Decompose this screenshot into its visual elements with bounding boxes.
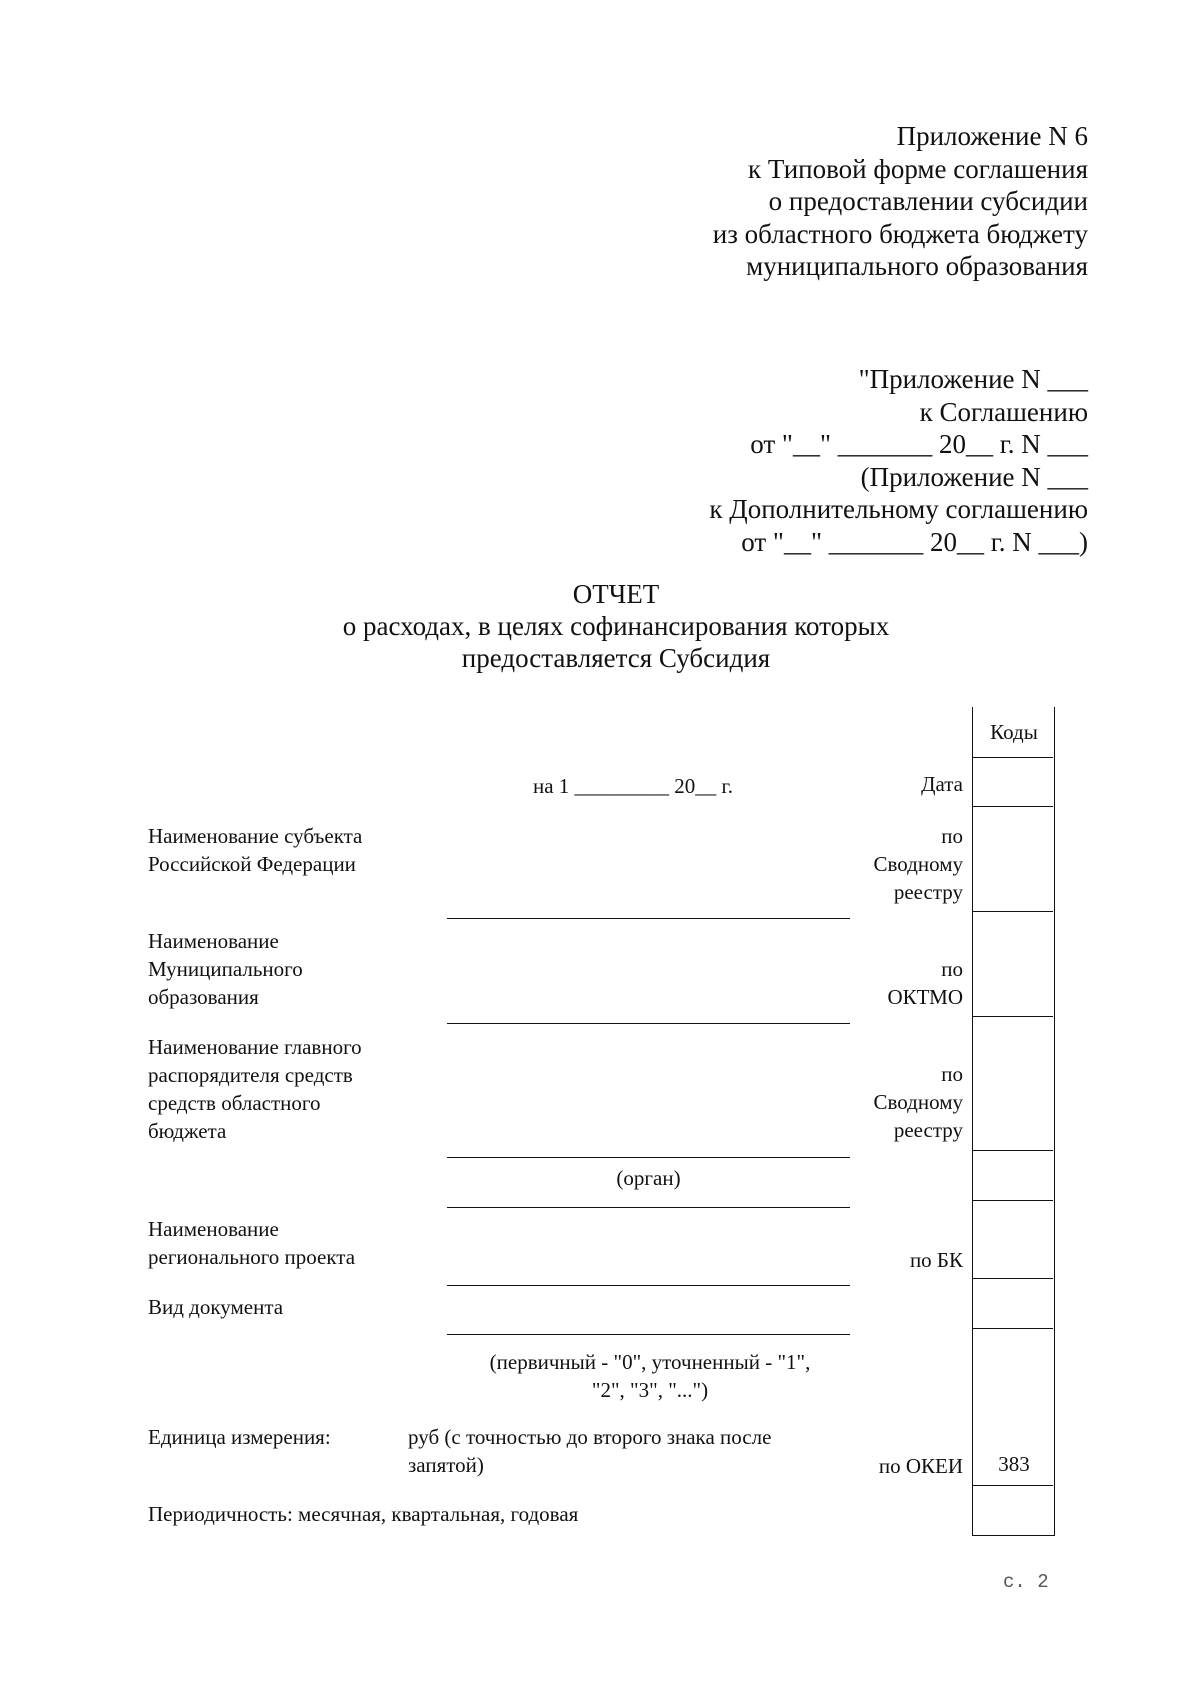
agreement-reference-line: "Приложение N ___ (858, 364, 1088, 394)
project-input-line[interactable] (447, 1285, 850, 1286)
svod-registry-line: по (941, 824, 963, 848)
svod-registry-line: реестру (893, 880, 963, 904)
organ-input-line[interactable] (447, 1207, 850, 1208)
gdrs-label-line: бюджета (148, 1119, 227, 1143)
svod-registry-line: по (941, 1062, 963, 1086)
codes-divider (972, 911, 1053, 912)
oktmo-line: по (941, 957, 963, 981)
report-title-line: предоставляется Субсидия (461, 643, 771, 673)
report-date-line: на 1 _________ 20__ г. (533, 774, 734, 798)
codes-divider (972, 1200, 1053, 1201)
codes-divider (972, 1016, 1053, 1017)
unit-value-line: руб (с точностью до второго знака после (408, 1425, 772, 1449)
agreement-reference-line: от "__" _______ 20__ г. N ___ (750, 429, 1088, 459)
appendix-header (713, 120, 1088, 283)
codes-divider (972, 1150, 1053, 1151)
codes-column (972, 707, 1055, 1536)
municipality-label-line: Наименование (148, 929, 279, 953)
unit-value (408, 1423, 771, 1479)
doc-type-caption (440, 1348, 860, 1404)
codes-divider (972, 757, 1053, 758)
appendix-header-line: муниципального образования (746, 251, 1088, 281)
codes-divider (972, 1485, 1053, 1486)
municipality-label-line: Муниципального (148, 957, 303, 981)
gdrs-label-line: Наименование главного (148, 1035, 362, 1059)
subject-label-line: Российской Федерации (148, 852, 356, 876)
project-label-line: Наименование (148, 1217, 279, 1241)
unit-label: Единица измерения: (148, 1425, 331, 1449)
project-label (148, 1215, 355, 1271)
bk-label: по БК (909, 1248, 963, 1272)
report-title-main: ОТЧЕТ (572, 579, 660, 609)
subject-label-line: Наименование субъекта (148, 824, 363, 848)
agreement-reference-line: к Дополнительному соглашению (709, 494, 1088, 524)
subject-input-line[interactable] (447, 918, 850, 919)
gdrs-input-line[interactable] (447, 1157, 850, 1158)
municipality-label-line: образования (148, 985, 259, 1009)
codes-divider (972, 1278, 1053, 1279)
gdrs-label-line: средств областного (148, 1091, 321, 1115)
gdrs-label (148, 1033, 362, 1145)
organ-caption: (орган) (616, 1166, 681, 1190)
project-label-line: регионального проекта (148, 1245, 356, 1269)
codes-divider (972, 1328, 1053, 1329)
doc-type-caption-line: "2", "3", "...") (591, 1378, 709, 1402)
report-title-line: о расходах, в целях софинансирования которых (342, 611, 890, 641)
svod-registry-label (833, 822, 963, 906)
svod-registry-line: реестру (893, 1118, 963, 1142)
gdrs-label-line: распорядителя средств (148, 1063, 353, 1087)
svod-registry-label-2 (833, 1060, 963, 1144)
okei-label: по ОКЕИ (878, 1454, 963, 1478)
agreement-reference (709, 363, 1088, 558)
codes-divider (972, 806, 1053, 807)
date-label: Дата (921, 772, 963, 796)
doc-type-input-line[interactable] (447, 1334, 850, 1335)
appendix-header-line: к Типовой форме соглашения (748, 153, 1088, 184)
codes-header: Коды (990, 720, 1038, 744)
svod-registry-line: Сводному (873, 1090, 963, 1114)
agreement-reference-line: от "__" _______ 20__ г. N ___) (741, 526, 1088, 557)
report-title (0, 578, 1200, 674)
doc-type-caption-line: (первичный - "0", уточненный - "1", (489, 1350, 811, 1374)
oktmo-line: ОКТМО (887, 985, 963, 1009)
oktmo-label (833, 955, 963, 1011)
doc-type-label: Вид документа (148, 1295, 284, 1319)
appendix-header-line: Приложение N 6 (896, 121, 1088, 151)
okei-code-value: 383 (998, 1452, 1030, 1476)
agreement-reference-line: (Приложение N ___ (860, 461, 1088, 492)
municipality-input-line[interactable] (447, 1023, 850, 1024)
unit-value-line: запятой) (408, 1453, 484, 1477)
municipality-label (148, 927, 303, 1011)
subject-label (148, 822, 362, 878)
agreement-reference-line: к Соглашению (919, 396, 1088, 427)
appendix-header-line: о предоставлении субсидии (768, 186, 1088, 216)
page-number: с. 2 (1003, 1571, 1049, 1593)
appendix-header-line: из областного бюджета бюджету (712, 218, 1088, 249)
svod-registry-line: Сводному (873, 852, 963, 876)
periodicity: Периодичность: месячная, квартальная, годовая (148, 1502, 579, 1526)
